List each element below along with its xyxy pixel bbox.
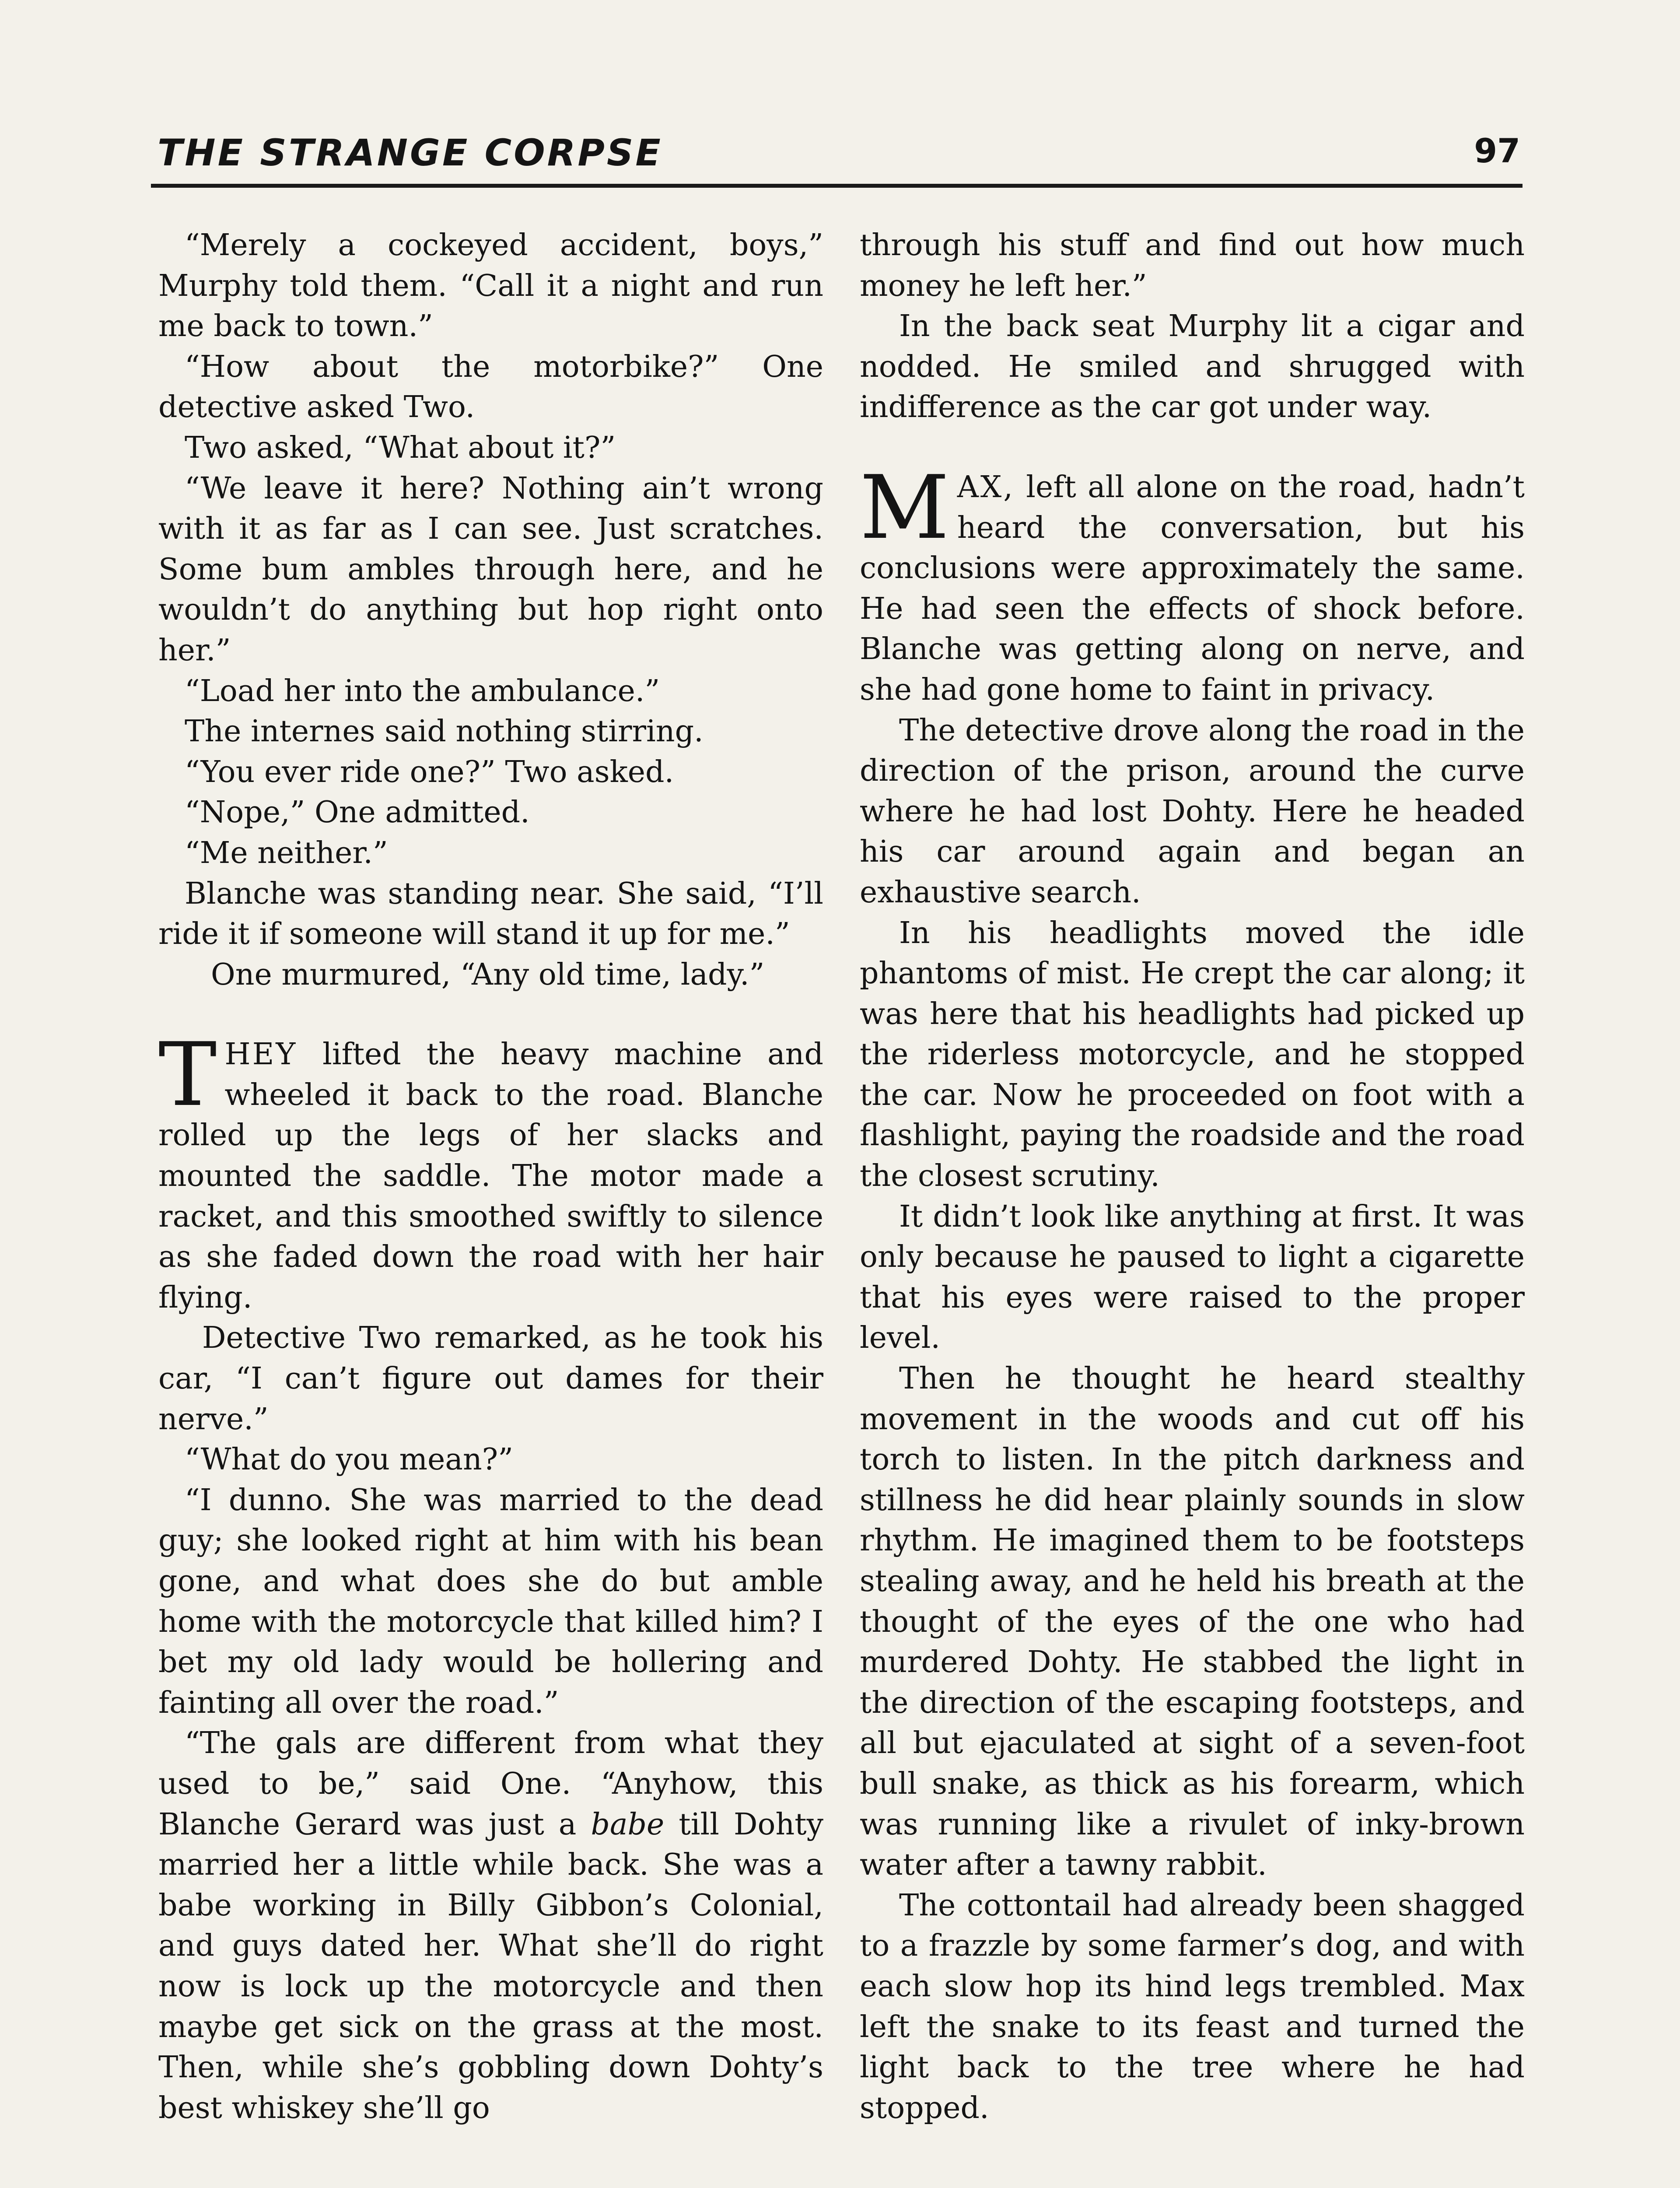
paragraph: “Me neither.” [185, 835, 388, 870]
paragraph [158, 1723, 823, 2128]
paragraph: “We leave it here? Nothing ain’t wrong with it as far as I can see. Just scratches. Some bum ambles through here, and he wouldn’t do anything but hop right onto her.” [158, 471, 823, 668]
paragraph: Then he thought he heard stealthy movement in the woods and cut off his torch to listen. In the pitch darkness and stillness he did hear plainly sounds in slow rhythm. He imagined them to be footsteps stealing away, and he held his breath at the thought of the eyes of the one who had murdered Dohty. He stabbed the light in the direction of the escaping footsteps, and all but ejaculated at sight of a seven-foot bull snake, as thick as his forearm, which was running like a rivulet of inky-brown water after a tawny rabbit. [860, 1361, 1525, 1883]
paragraph-text: left all alone on the road, hadn’t heard the conversation, but his conclusions were approximately the same. He had seen the effects of shock before. Blanche was getting along on nerve, and she had gone home to faint in privacy. [860, 470, 1525, 707]
paragraph: “Nope,” One admitted. [185, 795, 530, 830]
italic-word: babe [591, 1807, 665, 1842]
running-title: THE STRANGE CORPSE [158, 131, 663, 174]
paragraph: through his stuff and find out how much money he left her.” [860, 228, 1525, 303]
paragraph-text: “The gals are different from what they used to be,” said One. “Anyhow, this Blanche Gerard was just a [158, 1726, 823, 1842]
paragraph: “What do you mean?” [185, 1442, 513, 1477]
paragraph: It didn’t look like anything at first. It was only because he paused to light a cigarette that his eyes were raised to the proper level. [860, 1199, 1525, 1356]
section-opening-paragraph [158, 1024, 823, 1318]
paragraph: Blanche was standing near. She said, “I’ll ride it if someone will stand it up for me.” [158, 876, 823, 952]
paragraph: Detective Two remarked, as he took his car, “I can’t figure out dames for their nerve.” [158, 1321, 823, 1437]
paragraph: One murmured, “Any old time, lady.” [211, 957, 765, 992]
drop-cap: T [158, 1024, 217, 1126]
right-column [860, 225, 1525, 2128]
small-caps-lead: HEY [224, 1037, 298, 1072]
paragraph: “Load her into the ambulance.” [185, 673, 660, 708]
paragraph: “I dunno. She was married to the dead guy; she looked right at him with his bean gone, and what does she do but amble home with the motorcycle that killed him? I bet my old lady would be hollering and fainting all over the road.” [158, 1483, 823, 1720]
paragraph-text: till Dohty married her a little while back. She was a babe working in Billy Gibbon’s Colonial, and guys dated her. What she’ll do right now is lock up the motorcycle and then maybe get sick on the grass at the most. Then, while she’s gobbling down Dohty’s best whiskey she’ll go [158, 1807, 823, 2125]
paragraph: “How about the motorbike?” One detective asked Two. [158, 349, 823, 425]
paragraph: In his headlights moved the idle phantoms of mist. He crept the car along; it was here that his headlights had picked up the riderless motorcycle, and he stopped the car. Now he proceeded on foot with a flashlight, paying the roadside and the road the closest scrutiny. [860, 915, 1525, 1194]
header-rule [151, 184, 1522, 188]
section-opening-paragraph [860, 456, 1525, 711]
paragraph: In the back seat Murphy lit a cigar and nodded. He smiled and shrugged with indifference as the car got under way. [860, 309, 1525, 425]
small-caps-lead: AX, [957, 470, 1015, 505]
paragraph: “Merely a cockeyed accident, boys,” Murphy told them. “Call it a night and run me back to town.” [158, 228, 823, 344]
paragraph: Two asked, “What about it?” [185, 430, 616, 465]
paragraph: “You ever ride one?” Two asked. [185, 754, 674, 789]
paragraph: The cottontail had already been shagged to a frazzle by some farmer’s dog, and with each slow hop its hind legs trembled. Max left the snake to its feast and turned the light back to the tree where he had stopped. [860, 1888, 1525, 2125]
paragraph-text: lifted the heavy machine and wheeled it back to the road. Blanche rolled up the legs of her slacks and mounted the saddle. The motor made a racket, and this smoothed swiftly to silence as she faded down the road with her hair flying. [158, 1037, 823, 1315]
paragraph: The internes said nothing stirring. [185, 714, 704, 749]
page-header [158, 127, 1520, 179]
page-number: 97 [1474, 131, 1520, 170]
left-column [158, 225, 823, 2128]
drop-cap: M [860, 456, 949, 559]
paragraph: The detective drove along the road in the direction of the prison, around the curve where he had lost Dohty. Here he headed his car around again and began an exhaustive search. [860, 713, 1525, 910]
